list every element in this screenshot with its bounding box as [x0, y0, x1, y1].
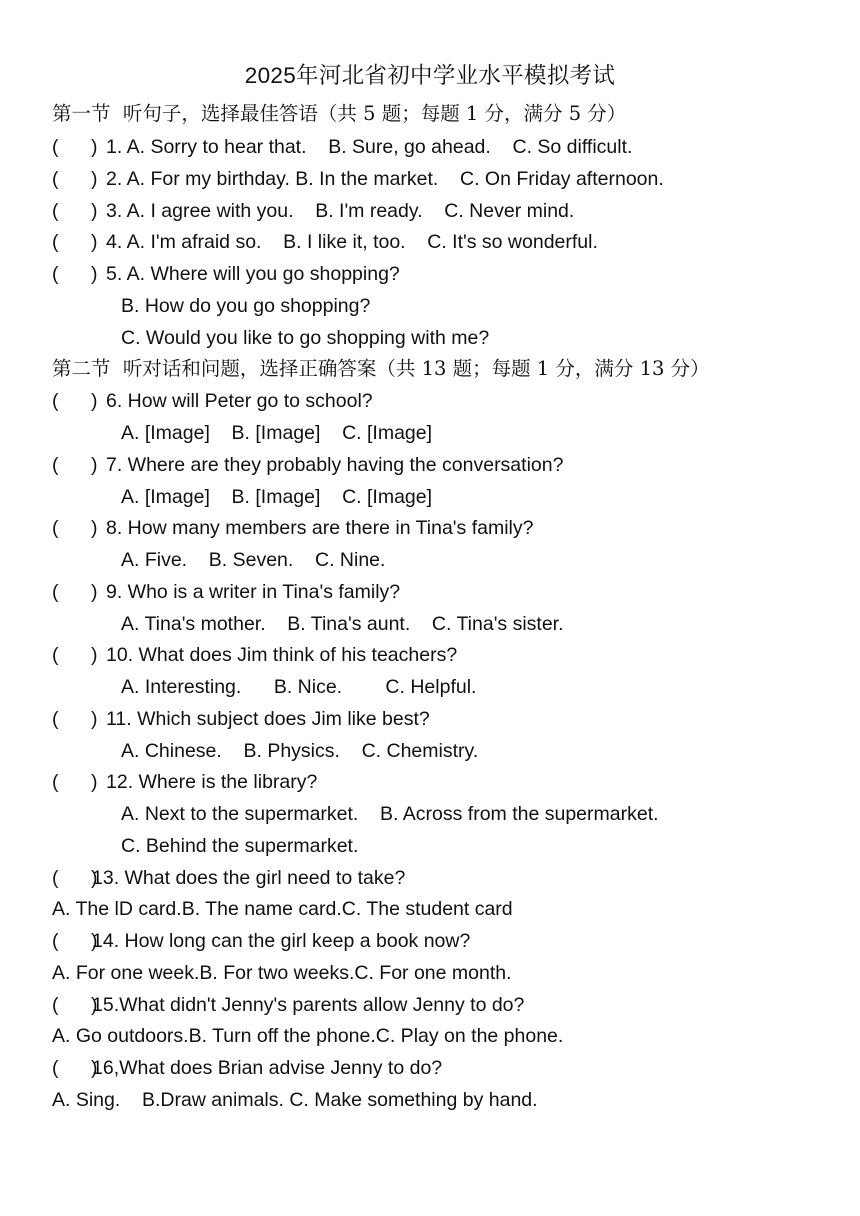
option-line: A. Go outdoors.B. Turn off the phone.C. Play on the phone.	[52, 1025, 564, 1047]
page-title: 2025年河北省初中学业水平模拟考试	[244, 63, 616, 88]
question-3: ( ) 3. A. I agree with you. B. I'm ready. C. Never mind.	[52, 200, 575, 222]
question-14: ( )14. How long can the girl keep a book now?	[52, 930, 471, 952]
question-15: ( )15.What didn't Jenny's parents allow Jenny to do?	[52, 994, 525, 1016]
question-16: ( )16,What does Brian advise Jenny to do?	[52, 1057, 443, 1079]
question-1: ( ) 1. A. Sorry to hear that. B. Sure, go ahead. C. So difficult.	[52, 136, 633, 158]
option-line: A. For one week.B. For two weeks.C. For one month.	[52, 962, 512, 984]
option-line: A. Interesting. B. Nice. C. Helpful.	[121, 676, 477, 698]
option-line: A. Chinese. B. Physics. C. Chemistry.	[121, 740, 479, 762]
option-line: A. The lD card.B. The name card.C. The student card	[52, 898, 513, 920]
question-2: ( ) 2. A. For my birthday. B. In the market. C. On Friday afternoon.	[52, 168, 664, 190]
question-12: ( ) 12. Where is the library?	[52, 771, 318, 793]
question-4: ( ) 4. A. I'm afraid so. B. I like it, too. C. It's so wonderful.	[52, 231, 598, 253]
question-13: ( )13. What does the girl need to take?	[52, 867, 406, 889]
option-line: A. [Image] B. [Image] C. [Image]	[121, 486, 433, 508]
option-line: C. Behind the supermarket.	[121, 835, 359, 857]
option-line: A. [Image] B. [Image] C. [Image]	[121, 422, 433, 444]
question-7: ( ) 7. Where are they probably having the conversation?	[52, 454, 564, 476]
question-6: ( ) 6. How will Peter go to school?	[52, 390, 373, 412]
question-5: ( ) 5. A. Where will you go shopping?	[52, 263, 400, 285]
option-line: B. How do you go shopping?	[121, 295, 371, 317]
option-line: A. Next to the supermarket. B. Across from the supermarket.	[121, 803, 659, 825]
section-2-heading: 第二节 听对话和问题，选择正确答案（共 13 题；每题 1 分，满分 13 分）	[52, 357, 710, 380]
question-11: ( ) 11. Which subject does Jim like best?	[52, 708, 430, 730]
option-line: A. Sing. B.Draw animals. C. Make something by hand.	[52, 1089, 538, 1111]
option-line: C. Would you like to go shopping with me?	[121, 327, 490, 349]
section-1-heading: 第一节 听句子，选择最佳答语（共 5 题；每题 1 分，满分 5 分）	[52, 102, 627, 125]
option-line: A. Five. B. Seven. C. Nine.	[121, 549, 386, 571]
option-line: A. Tina's mother. B. Tina's aunt. C. Tina's sister.	[121, 613, 564, 635]
question-9: ( ) 9. Who is a writer in Tina's family?	[52, 581, 401, 603]
question-8: ( ) 8. How many members are there in Tina's family?	[52, 517, 534, 539]
question-10: ( ) 10. What does Jim think of his teachers?	[52, 644, 458, 666]
